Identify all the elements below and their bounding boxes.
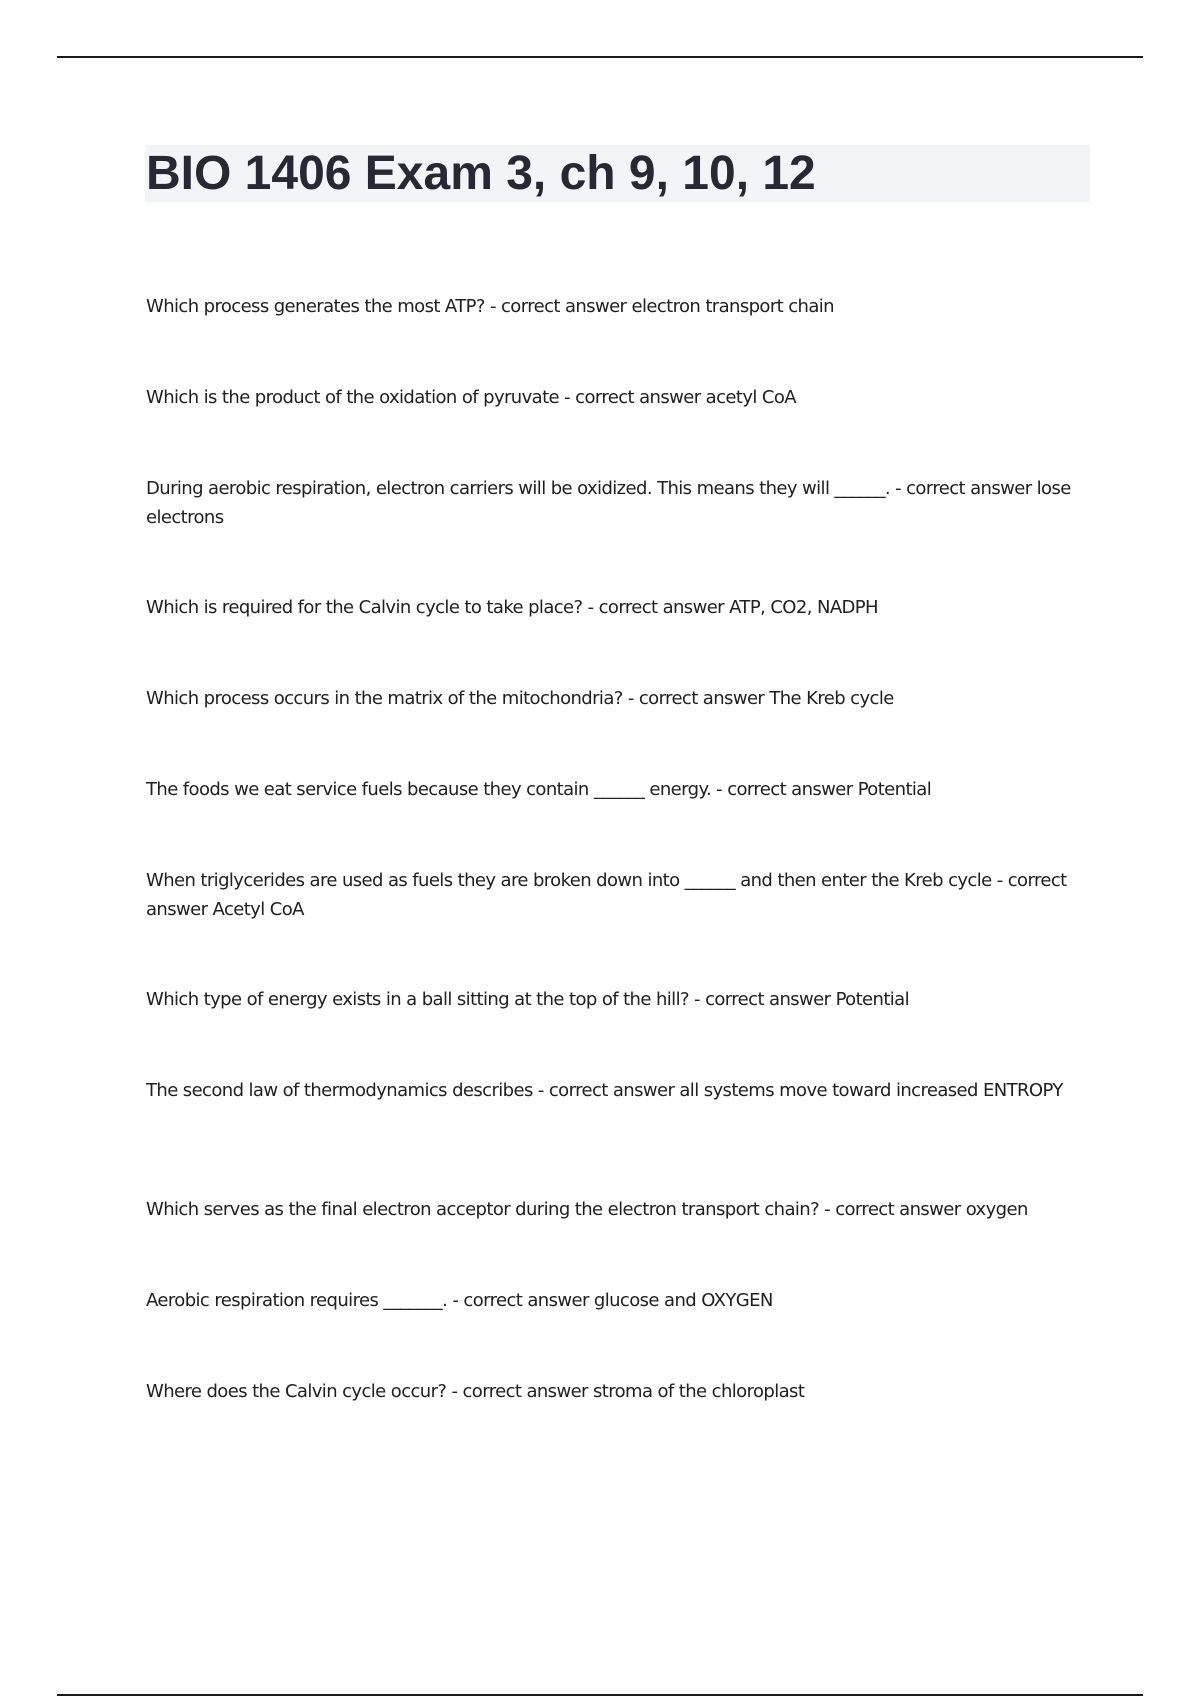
top-rule — [57, 56, 1143, 58]
qa-item — [146, 985, 1091, 1014]
qa-item — [146, 1286, 1091, 1315]
question-text: Where does the Calvin cycle occur? — [146, 1381, 447, 1402]
question-text: Which is the product of the oxidation of pyruvate — [146, 387, 560, 408]
question-text: Which process generates the most ATP? — [146, 296, 485, 317]
answer-separator: - correct answer — [711, 779, 858, 800]
answer-text: oxygen — [965, 1199, 1028, 1220]
answer-text: Potential — [835, 989, 910, 1010]
answer-text: stroma of the chloroplast — [592, 1381, 805, 1402]
answer-text: Acetyl CoA — [212, 899, 304, 920]
answer-separator: - correct answer — [446, 1381, 593, 1402]
question-text: Aerobic respiration requires _______. — [146, 1290, 448, 1311]
answer-separator: - correct answer — [484, 296, 632, 317]
answer-separator: - correct answer — [146, 870, 1072, 920]
question-text: Which is required for the Calvin cycle to take place? — [146, 597, 583, 618]
qa-item — [146, 1195, 1091, 1224]
answer-text: electron transport chain — [631, 296, 834, 317]
answer-text: ATP, CO2, NADPH — [729, 597, 878, 618]
answer-separator: - correct answer — [688, 989, 836, 1010]
qa-item — [146, 1076, 1091, 1105]
question-text: Which process occurs in the matrix of the mitochondria? — [146, 688, 623, 709]
answer-text: The Kreb cycle — [769, 688, 894, 709]
answer-separator: - correct answer — [447, 1290, 594, 1311]
question-text: Which serves as the final electron acceptor during the electron transport chain? — [146, 1199, 820, 1220]
answer-separator: - correct answer — [532, 1080, 680, 1101]
question-text: The second law of thermodynamics describes — [146, 1080, 533, 1101]
answer-separator: - correct answer — [890, 478, 1037, 499]
qa-item — [146, 292, 1091, 321]
answer-text: acetyl CoA — [705, 387, 796, 408]
qa-item — [146, 474, 1091, 532]
answer-text: all systems move toward increased ENTROPY — [679, 1080, 1063, 1101]
qa-item — [146, 593, 1091, 622]
answer-separator: - correct answer — [582, 597, 730, 618]
document-title: BIO 1406 Exam 3, ch 9, 10, 12 — [146, 147, 816, 200]
question-text: When triglycerides are used as fuels they are broken down into ______ and then enter the Kreb cycle — [146, 870, 992, 891]
question-text: During aerobic respiration, electron carriers will be oxidized. This means they will ______. — [146, 478, 890, 499]
question-text: The foods we eat service fuels because they contain ______ energy. — [146, 779, 712, 800]
answer-separator: - correct answer — [819, 1199, 966, 1220]
question-text: Which type of energy exists in a ball sitting at the top of the hill? — [146, 989, 689, 1010]
answer-text: lose electrons — [146, 478, 1076, 528]
qa-item — [146, 866, 1091, 924]
qa-item — [146, 775, 1091, 804]
qa-item — [146, 684, 1091, 713]
answer-separator: - correct answer — [622, 688, 770, 709]
qa-item — [146, 383, 1091, 412]
answer-separator: - correct answer — [559, 387, 706, 408]
answer-text: Potential — [857, 779, 932, 800]
qa-item — [146, 1377, 1091, 1406]
answer-text: glucose and OXYGEN — [593, 1290, 773, 1311]
bottom-rule — [57, 1694, 1143, 1696]
